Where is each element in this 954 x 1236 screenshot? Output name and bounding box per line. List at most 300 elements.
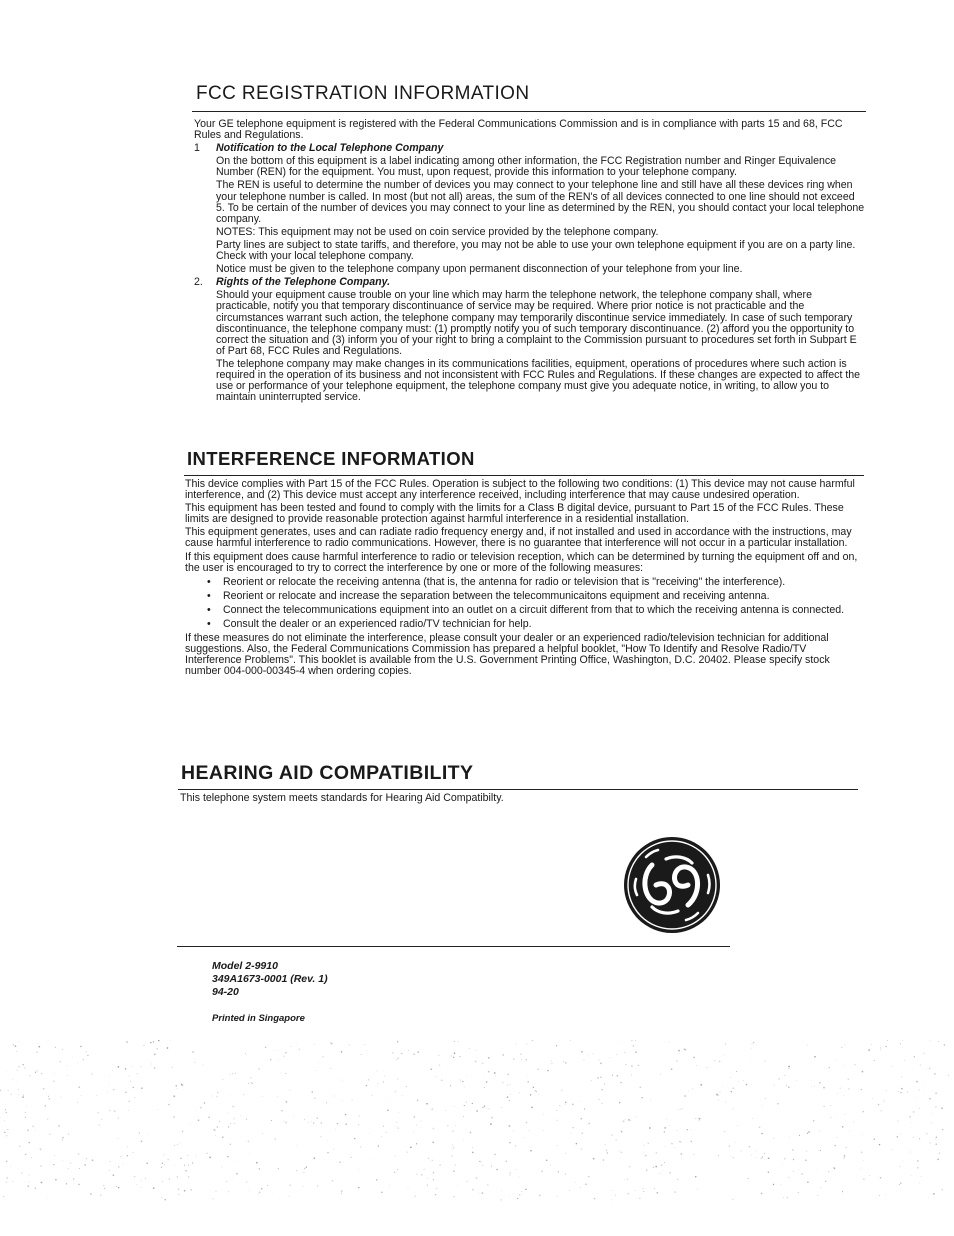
scan-speck	[358, 1124, 359, 1125]
scan-speck	[337, 1123, 338, 1124]
scan-speck	[519, 1093, 520, 1094]
scan-speck	[360, 1169, 361, 1170]
scan-speck	[350, 1157, 351, 1158]
scan-speck	[427, 1185, 428, 1186]
scan-speck	[99, 1124, 101, 1126]
scan-speck	[914, 1056, 915, 1057]
scan-speck	[258, 1068, 260, 1070]
scan-speck	[507, 1085, 508, 1086]
fcc-item-1-title: Notification to the Local Telephone Company	[216, 142, 444, 155]
scan-speck	[203, 1065, 204, 1066]
scan-speck	[773, 1138, 774, 1139]
scan-speck	[73, 1181, 74, 1182]
fcc-item-1-paragraph: The REN is useful to determine the number of devices you may connect to your telephone line and still have all these devices ring when your telephone number is called. In most (but not all) areas, the sum of the REN's of all devices connected to one line should not exceed 5. To be certain of the number of devices you may connect to your line as determined by the REN, you should contact your local telephone company.	[216, 179, 865, 225]
scan-speck	[520, 1054, 521, 1055]
scan-speck	[932, 1114, 933, 1115]
scan-speck	[869, 1175, 870, 1176]
scan-speck	[913, 1137, 914, 1138]
scan-speck	[813, 1120, 815, 1122]
scan-speck	[482, 1192, 484, 1194]
scan-speck	[526, 1059, 527, 1060]
scan-speck	[168, 1104, 170, 1106]
fcc-item-1-paragraph: Party lines are subject to state tariffs, and therefore, you may not be able to use your own telephone equipment if you are on a party line. Check with your local telephone company.	[216, 238, 856, 263]
scan-speck	[376, 1179, 377, 1180]
scan-speck	[887, 1040, 888, 1041]
scan-speck	[40, 1149, 42, 1151]
scan-speck	[431, 1108, 433, 1110]
scan-speck	[788, 1177, 789, 1178]
scan-speck	[488, 1108, 489, 1109]
scan-speck	[182, 1085, 183, 1086]
scan-speck	[414, 1195, 416, 1197]
scan-speck	[320, 1122, 322, 1124]
scan-speck	[296, 1170, 297, 1171]
scan-speck	[3, 1196, 4, 1197]
scan-speck	[635, 1052, 636, 1053]
scan-speck	[556, 1110, 557, 1111]
scan-speck	[897, 1120, 898, 1121]
scan-speck	[921, 1176, 922, 1177]
scan-speck	[844, 1155, 846, 1157]
scan-speck	[933, 1193, 935, 1195]
scan-speck	[78, 1153, 80, 1155]
scan-speck	[935, 1092, 937, 1094]
scan-speck	[243, 1094, 244, 1095]
scan-speck	[496, 1169, 498, 1171]
scan-speck	[792, 1149, 793, 1150]
scan-speck	[22, 1096, 24, 1098]
fcc-item-2-heading	[194, 276, 866, 289]
scan-speck	[669, 1125, 670, 1126]
scan-speck	[25, 1116, 27, 1118]
scan-speck	[539, 1195, 541, 1197]
scan-speck	[278, 1059, 279, 1060]
scan-speck	[663, 1170, 664, 1171]
scan-speck	[782, 1164, 783, 1165]
scan-speck	[513, 1058, 514, 1059]
interference-closing: If these measures do not eliminate the interference, please consult your dealer or an experienced radio/television technician for additional suggestions. Also, the Federal Communications Commission has prepared a helpful booklet, "How To Identify and Resolve Radio/TV Interference Problems". This booklet is available from the U.S. Government Printing Office, Washington, D.C. 20402. Please specify stock number 004-000-00345-4 when ordering copies.	[185, 632, 830, 678]
scan-speck	[592, 1053, 593, 1054]
scan-speck	[509, 1175, 510, 1176]
fcc-item-1	[194, 143, 866, 275]
scan-speck	[917, 1167, 919, 1169]
scan-speck	[369, 1133, 370, 1134]
scan-speck	[281, 1073, 282, 1074]
scan-speck	[640, 1087, 642, 1089]
scan-speck	[538, 1094, 539, 1095]
interference-paragraph: If this equipment does cause harmful interference to radio or television reception, which can be determined by turning the equipment off and on, the user is encouraged to try to correct the interference by one or more of the following measures:	[185, 550, 858, 574]
scan-speck	[466, 1076, 467, 1077]
scan-speck	[23, 1094, 24, 1095]
scan-speck	[217, 1092, 219, 1094]
scan-speck	[296, 1045, 297, 1046]
scan-speck	[807, 1133, 808, 1134]
scan-speck	[687, 1129, 688, 1130]
scan-speck	[304, 1119, 305, 1120]
scan-speck	[279, 1199, 280, 1200]
scan-speck	[819, 1131, 820, 1132]
scan-speck	[588, 1056, 589, 1057]
interference-paragraph: This device complies with Part 15 of the FCC Rules. Operation is subject to the following two conditions: (1) This device may not cause harmful interference, and (2) This device must accept any interference received, including interference that may cause undesired operation.	[185, 478, 855, 502]
scan-speck	[617, 1075, 619, 1077]
scan-speck	[501, 1107, 502, 1108]
scan-speck	[606, 1150, 607, 1151]
scan-speck	[526, 1122, 528, 1124]
scan-speck	[246, 1119, 247, 1120]
scan-speck	[341, 1193, 342, 1194]
scan-speck	[600, 1076, 602, 1078]
scan-speck	[74, 1183, 75, 1184]
scan-speck	[232, 1073, 233, 1074]
scan-speck	[472, 1147, 473, 1148]
scan-speck	[18, 1089, 19, 1090]
scan-speck	[145, 1178, 146, 1179]
scan-speck	[455, 1164, 456, 1165]
scan-speck	[194, 1062, 195, 1063]
scan-speck	[897, 1136, 898, 1137]
scan-speck	[693, 1154, 694, 1155]
scan-speck	[352, 1099, 353, 1100]
scan-speck	[447, 1125, 448, 1126]
scan-speck	[898, 1091, 899, 1092]
scan-speck	[777, 1103, 778, 1104]
scan-speck	[10, 1166, 11, 1167]
scan-speck	[213, 1129, 215, 1131]
scan-speck	[451, 1056, 452, 1057]
scan-speck	[341, 1190, 343, 1192]
scan-speck	[526, 1043, 527, 1044]
scan-speck	[926, 1133, 927, 1134]
scan-speck	[118, 1117, 119, 1118]
scan-speck	[262, 1096, 263, 1097]
scan-speck	[208, 1117, 210, 1119]
ge-monogram-logo	[622, 835, 722, 935]
scan-speck	[930, 1040, 931, 1041]
scan-speck	[359, 1115, 360, 1116]
scan-speck	[748, 1178, 749, 1179]
scan-speck	[29, 1075, 31, 1077]
scan-speck	[402, 1095, 403, 1096]
scan-speck	[588, 1123, 590, 1125]
scan-speck	[478, 1193, 479, 1194]
scan-speck	[227, 1112, 228, 1113]
scan-speck	[283, 1056, 284, 1057]
scan-speck	[570, 1040, 571, 1041]
fcc-registration-heading: FCC REGISTRATION INFORMATION	[196, 83, 530, 104]
scan-speck	[261, 1188, 262, 1189]
scan-speck	[848, 1088, 850, 1090]
scan-speck	[454, 1106, 455, 1107]
scan-speck	[125, 1068, 127, 1070]
scan-speck	[87, 1055, 88, 1056]
scan-speck	[136, 1184, 137, 1185]
scan-speck	[209, 1157, 211, 1159]
scan-speck	[213, 1198, 214, 1199]
scan-speck	[464, 1140, 465, 1141]
scan-speck	[646, 1170, 647, 1171]
scan-speck	[285, 1052, 286, 1053]
scan-speck	[609, 1057, 610, 1058]
scan-speck	[452, 1149, 453, 1150]
scan-speck	[127, 1146, 128, 1147]
scan-speck	[164, 1155, 165, 1156]
scan-speck	[677, 1109, 678, 1110]
scan-speck	[786, 1085, 787, 1086]
scan-speck	[460, 1080, 461, 1081]
scan-speck	[458, 1041, 459, 1042]
scan-speck	[853, 1121, 854, 1122]
scan-speck	[818, 1195, 819, 1196]
scan-speck	[494, 1154, 495, 1155]
scan-speck	[872, 1098, 873, 1099]
scan-speck	[787, 1197, 789, 1199]
scan-speck	[884, 1101, 885, 1102]
scan-speck	[799, 1135, 800, 1136]
scan-speck	[537, 1069, 539, 1071]
scan-speck	[495, 1075, 496, 1076]
scan-speck	[77, 1063, 78, 1064]
scan-speck	[751, 1048, 752, 1049]
scan-speck	[118, 1166, 120, 1168]
printed-in: Printed in Singapore	[212, 1013, 305, 1024]
scan-speck	[381, 1192, 382, 1193]
scan-speck	[314, 1097, 316, 1099]
scan-speck	[432, 1160, 433, 1161]
scan-speck	[432, 1142, 434, 1144]
scan-speck	[521, 1059, 522, 1060]
scan-speck	[482, 1063, 484, 1065]
scan-speck	[354, 1138, 356, 1140]
scan-speck	[643, 1188, 644, 1189]
scan-speck	[267, 1185, 268, 1186]
scan-speck	[164, 1164, 165, 1165]
scan-speck	[530, 1094, 531, 1095]
scan-speck	[314, 1044, 315, 1045]
interference-measures-list	[203, 577, 863, 630]
scan-speck	[631, 1040, 632, 1041]
scan-speck	[217, 1126, 218, 1127]
scan-speck	[270, 1059, 271, 1060]
scan-speck	[517, 1198, 518, 1199]
scan-speck	[825, 1181, 826, 1182]
scan-speck	[576, 1145, 577, 1146]
scan-speck	[184, 1190, 186, 1192]
scan-speck	[141, 1180, 142, 1181]
scan-speck	[313, 1122, 314, 1123]
scan-speck	[807, 1045, 808, 1046]
scan-speck	[510, 1094, 511, 1095]
scan-speck	[756, 1157, 757, 1158]
scan-speck	[198, 1119, 200, 1121]
scan-speck	[109, 1161, 110, 1162]
scan-speck	[916, 1081, 918, 1083]
scan-speck	[196, 1156, 197, 1157]
scan-speck	[464, 1087, 465, 1088]
scan-speck	[120, 1156, 122, 1158]
scan-speck	[633, 1045, 634, 1046]
scan-speck	[604, 1084, 605, 1085]
scan-speck	[35, 1130, 36, 1131]
interference-heading: INTERFERENCE INFORMATION	[187, 448, 475, 469]
scan-speck	[472, 1152, 474, 1154]
scan-speck	[729, 1146, 730, 1147]
scan-speck	[788, 1068, 789, 1069]
scan-speck	[910, 1152, 911, 1153]
scan-speck	[66, 1183, 68, 1185]
scan-speck	[123, 1164, 124, 1165]
scan-speck	[146, 1162, 148, 1164]
scan-speck	[174, 1166, 175, 1167]
scan-speck	[17, 1070, 18, 1071]
scan-speck	[551, 1063, 552, 1064]
scan-speck	[41, 1182, 43, 1184]
scan-speck	[829, 1067, 830, 1068]
scan-speck	[147, 1135, 148, 1136]
scan-speck	[863, 1178, 864, 1179]
scan-speck	[62, 1160, 63, 1161]
scan-speck	[616, 1054, 617, 1055]
scan-speck	[334, 1096, 335, 1097]
scan-speck	[452, 1144, 453, 1145]
scan-speck	[453, 1147, 454, 1148]
scan-speck	[132, 1066, 133, 1067]
scan-speck	[275, 1050, 276, 1051]
scan-speck	[32, 1125, 33, 1126]
scan-speck	[469, 1048, 470, 1049]
scan-speck	[19, 1041, 20, 1042]
scan-speck	[653, 1167, 655, 1169]
scan-speck	[502, 1054, 503, 1055]
scan-speck	[54, 1155, 55, 1156]
scan-speck	[327, 1141, 328, 1142]
scan-speck	[761, 1193, 763, 1195]
scan-speck	[773, 1184, 774, 1185]
scan-speck	[764, 1153, 765, 1154]
scan-speck	[417, 1051, 419, 1053]
scan-speck	[900, 1092, 901, 1093]
scan-speck	[398, 1127, 399, 1128]
scan-speck	[41, 1073, 42, 1074]
scan-speck	[861, 1089, 862, 1090]
scan-speck	[464, 1105, 465, 1106]
scan-speck	[160, 1046, 161, 1047]
scan-speck	[762, 1156, 764, 1158]
scan-speck	[118, 1138, 119, 1139]
scan-speck	[594, 1198, 596, 1200]
scan-speck	[675, 1147, 676, 1148]
date-code: 94-20	[212, 986, 239, 998]
scan-speck	[395, 1091, 397, 1093]
scan-speck	[844, 1157, 845, 1158]
scan-speck	[806, 1151, 807, 1152]
scan-speck	[556, 1045, 557, 1046]
scan-speck	[162, 1162, 164, 1164]
scan-speck	[781, 1184, 782, 1185]
scan-speck	[470, 1132, 472, 1134]
scan-speck	[476, 1050, 477, 1051]
scan-speck	[283, 1121, 284, 1122]
scan-speck	[561, 1090, 562, 1091]
scan-speck	[0, 1117, 1, 1118]
scan-speck	[383, 1081, 384, 1082]
scan-speck	[488, 1071, 490, 1073]
scan-speck	[137, 1073, 138, 1074]
scan-speck	[134, 1176, 136, 1178]
fcc-item-1-paragraph: Notice must be given to the telephone company upon permanent disconnection of your telephone from your line.	[216, 263, 743, 276]
scan-speck	[879, 1195, 880, 1196]
scan-speck	[880, 1110, 882, 1112]
scan-speck	[585, 1183, 587, 1185]
scan-speck	[528, 1130, 529, 1131]
scan-speck	[530, 1150, 532, 1152]
scan-speck	[543, 1114, 544, 1115]
scan-speck	[541, 1171, 543, 1173]
scan-speck	[169, 1178, 170, 1179]
scan-speck	[265, 1047, 267, 1049]
interference-paragraph: This equipment has been tested and found to comply with the limits for a Class B digital device, pursuant to Part 15 of the FCC Rules. These limits are designed to provide reasonable protection against harmful interference in a residential installation.	[185, 502, 844, 526]
scan-speck	[674, 1191, 676, 1193]
scan-speck	[656, 1152, 658, 1154]
scan-speck	[752, 1118, 753, 1119]
scan-speck	[80, 1046, 82, 1048]
scan-speck	[509, 1125, 511, 1127]
scan-speck	[190, 1189, 191, 1190]
scan-speck	[27, 1129, 28, 1130]
scan-speck	[584, 1060, 585, 1061]
scan-speck	[232, 1106, 233, 1107]
scan-speck	[506, 1161, 507, 1162]
scan-speck	[926, 1068, 927, 1069]
scan-speck	[733, 1157, 734, 1158]
scan-speck	[660, 1074, 661, 1075]
scan-speck	[735, 1142, 736, 1143]
scan-speck	[625, 1119, 626, 1120]
scan-speck	[532, 1040, 534, 1041]
scan-speck	[472, 1103, 473, 1104]
scan-speck	[457, 1185, 458, 1186]
scan-speck	[104, 1188, 105, 1189]
scan-speck	[463, 1116, 464, 1117]
model-info-block	[212, 960, 328, 1025]
scan-speck	[611, 1134, 612, 1135]
scan-speck	[370, 1160, 371, 1161]
scan-speck	[755, 1048, 756, 1049]
scan-speck	[588, 1176, 590, 1178]
scan-speck	[936, 1137, 937, 1138]
scan-speck	[421, 1121, 422, 1122]
scan-speck	[326, 1102, 327, 1103]
scan-speck	[290, 1090, 291, 1091]
scan-speck	[599, 1099, 600, 1100]
scan-speck	[484, 1078, 485, 1079]
scan-speck	[631, 1065, 633, 1067]
scan-speck	[35, 1072, 36, 1073]
scan-speck	[854, 1064, 855, 1065]
scan-speck	[436, 1076, 437, 1077]
scan-speck	[659, 1173, 660, 1174]
scan-speck	[509, 1084, 510, 1085]
scan-speck	[151, 1064, 152, 1065]
scan-speck	[784, 1075, 785, 1076]
scan-speck	[45, 1105, 46, 1106]
scan-speck	[509, 1100, 510, 1101]
scan-speck	[454, 1052, 456, 1054]
scan-speck	[612, 1200, 613, 1201]
scan-speck	[811, 1087, 812, 1088]
scan-speck	[173, 1116, 175, 1118]
scan-speck	[519, 1194, 520, 1195]
scan-speck	[275, 1138, 276, 1139]
